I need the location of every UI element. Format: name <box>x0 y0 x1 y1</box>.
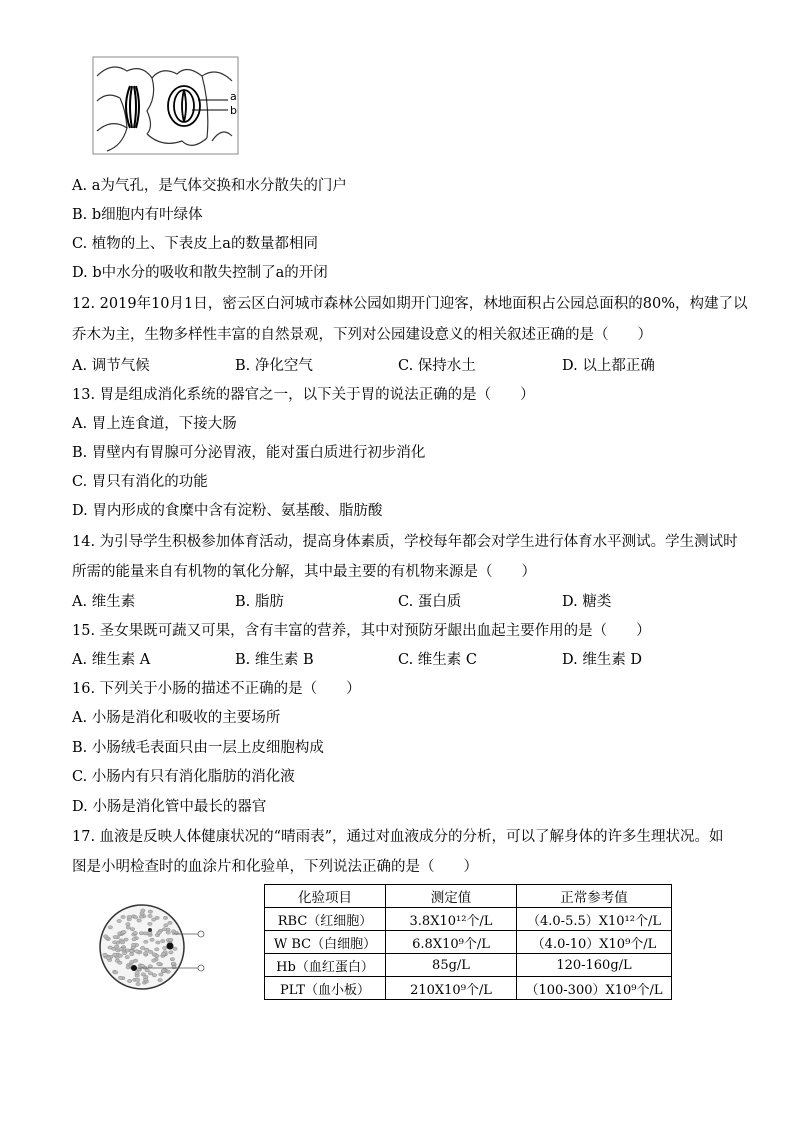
red-blood-cell <box>108 946 112 949</box>
red-blood-cell <box>140 946 144 949</box>
red-blood-cell <box>157 931 161 934</box>
table-cell: PLT（血小板） <box>265 977 386 1000</box>
red-blood-cell <box>135 950 139 953</box>
red-blood-cell <box>120 941 124 944</box>
red-blood-cell <box>139 932 143 935</box>
red-blood-cell <box>126 923 130 926</box>
red-blood-cell <box>114 971 118 974</box>
stomata-figure <box>92 56 242 156</box>
table-cell: 210X10⁹个/L <box>386 977 517 1000</box>
red-blood-cell <box>118 961 122 964</box>
red-blood-cell <box>152 918 156 921</box>
table-row <box>265 931 672 954</box>
red-blood-cell <box>129 949 133 952</box>
red-blood-cell <box>104 935 108 938</box>
red-blood-cell <box>163 916 167 919</box>
red-blood-cell <box>168 921 172 924</box>
table-cell: （100-300）X10⁹个/L <box>517 977 672 1000</box>
red-blood-cell <box>141 909 145 912</box>
q12-option-c: C. 保持水土 <box>398 358 476 374</box>
blood-smear-figure <box>98 902 210 992</box>
q13-option-c: C. 胃只有消化的功能 <box>72 474 208 490</box>
stomata-diagram <box>92 56 242 156</box>
q12-option-b: B. 净化空气 <box>235 358 313 374</box>
red-blood-cell <box>140 964 144 967</box>
red-blood-cell <box>166 931 170 934</box>
red-blood-cell <box>131 943 135 946</box>
q14-option-b: B. 脂肪 <box>235 594 284 610</box>
red-blood-cell <box>133 931 137 934</box>
red-blood-cell <box>118 976 122 979</box>
q12-option-a: A. 调节气候 <box>72 358 150 374</box>
red-blood-cell <box>148 965 152 968</box>
red-blood-cell <box>148 972 152 975</box>
table-row <box>265 954 672 977</box>
red-blood-cell <box>134 916 138 919</box>
q12-stem-line1: 12. 2019年10月1日，密云区白河城市森林公园如期开门迎客，林地面积占公园总面积的80%，构建了以 <box>72 296 748 312</box>
red-blood-cell <box>152 974 156 977</box>
red-blood-cell <box>113 953 117 956</box>
q14-option-d: D. 糖类 <box>562 594 612 610</box>
red-blood-cell <box>137 919 141 922</box>
q15-option-a: A. 维生素 A <box>72 652 151 668</box>
blood-smear-diagram <box>98 902 210 992</box>
q11-option-d: D. b中水分的吸收和散失控制了a的开闭 <box>72 265 328 281</box>
red-blood-cell <box>140 912 144 915</box>
red-blood-cell <box>135 974 139 977</box>
red-blood-cell <box>150 938 154 941</box>
red-blood-cell <box>108 926 112 929</box>
table-header-item: 化验项目 <box>265 885 386 908</box>
q13-option-b: B. 胃壁内有胃腺可分泌胃液，能对蛋白质进行初步消化 <box>72 445 426 461</box>
q14-option-a: A. 维生素 <box>72 594 136 610</box>
table-cell: Hb（血红蛋白） <box>265 954 386 977</box>
red-blood-cell <box>130 928 134 931</box>
table-row <box>265 908 672 931</box>
red-blood-cell <box>127 915 131 918</box>
red-blood-cell <box>113 941 117 944</box>
table-cell: （4.0-5.5）X10¹²个/L <box>517 908 672 931</box>
q12-stem-line2: 乔木为主，生物多样性丰富的自然景观，下列对公园建设意义的相关叙述正确的是（ ） <box>72 327 652 343</box>
red-blood-cell <box>169 938 173 941</box>
red-blood-cell <box>143 952 147 955</box>
red-blood-cell <box>106 956 110 959</box>
red-blood-cell <box>136 978 140 981</box>
q16-option-a: A. 小肠是消化和吸收的主要场所 <box>72 710 281 726</box>
red-blood-cell <box>145 948 149 951</box>
table-cell: W BC（白细胞） <box>265 931 386 954</box>
q12-option-d: D. 以上都正确 <box>562 358 655 374</box>
table-cell: 120-160g/L <box>517 954 672 977</box>
q11-option-c: C. 植物的上、下表皮上a的数量都相同 <box>72 236 318 252</box>
q13-option-d: D. 胃内形成的食糜中含有淀粉、氨基酸、脂肪酸 <box>72 503 383 519</box>
red-blood-cell <box>157 962 161 965</box>
q17-stem-line2: 图是小明检查时的血涂片和化验单，下列说法正确的是（ ） <box>72 859 478 875</box>
red-blood-cell <box>162 928 166 931</box>
table-cell: （4.0-10）X10⁹个/L <box>517 931 672 954</box>
q16-stem: 16. 下列关于小肠的描述不正确的是（ ） <box>72 681 361 697</box>
red-blood-cell <box>155 948 159 951</box>
red-blood-cell <box>161 939 165 942</box>
red-blood-cell <box>158 979 162 982</box>
red-blood-cell <box>113 936 117 939</box>
red-blood-cell <box>136 982 140 985</box>
lab-report-table <box>264 884 672 1000</box>
red-blood-cell <box>173 947 177 950</box>
red-blood-cell <box>141 973 145 976</box>
red-blood-cell <box>148 914 152 917</box>
red-blood-cell <box>144 940 148 943</box>
table-header-reference: 正常参考值 <box>517 885 672 908</box>
q15-option-b: B. 维生素 B <box>235 652 314 668</box>
red-blood-cell <box>126 926 130 929</box>
red-blood-cell <box>103 953 107 956</box>
red-blood-cell <box>163 946 167 949</box>
red-blood-cell <box>161 969 165 972</box>
red-blood-cell <box>148 922 152 925</box>
red-blood-cell <box>115 945 119 948</box>
table-row <box>265 977 672 1000</box>
q13-stem: 13. 胃是组成消化系统的器官之一，以下关于胃的说法正确的是（ ） <box>72 387 535 403</box>
red-blood-cell <box>170 958 174 961</box>
q14-option-c: C. 蛋白质 <box>398 594 462 610</box>
q11-option-a: A. a为气孔，是气体交换和水分散失的门户 <box>72 178 347 194</box>
red-blood-cell <box>161 953 165 956</box>
red-blood-cell <box>143 932 147 935</box>
red-blood-cell <box>127 979 131 982</box>
q15-option-d: D. 维生素 D <box>562 652 643 668</box>
q14-stem-line2: 所需的能量来自有机物的氧化分解，其中最主要的有机物来源是（ ） <box>72 564 536 580</box>
q15-option-c: C. 维生素 C <box>398 652 477 668</box>
red-blood-cell <box>152 953 156 956</box>
red-blood-cell <box>117 919 121 922</box>
red-blood-cell <box>169 951 173 954</box>
red-blood-cell <box>139 915 143 918</box>
q17-stem-line1: 17. 血液是反映人体健康状况的“晴雨表”，通过对血液成分的分析，可以了解身体的许多生理状况。如 <box>72 829 724 845</box>
red-blood-cell <box>133 959 137 962</box>
q16-option-b: B. 小肠绒毛表面只由一层上皮细胞构成 <box>72 740 324 756</box>
red-blood-cell <box>121 915 125 918</box>
table-cell: 6.8X10⁹个/L <box>386 931 517 954</box>
q16-option-d: D. 小肠是消化管中最长的器官 <box>72 799 267 815</box>
q15-stem: 15. 圣女果既可蔬又可果，含有丰富的营养，其中对预防牙龈出血起主要作用的是（ ） <box>72 623 651 639</box>
red-blood-cell <box>159 973 163 976</box>
red-blood-cell <box>148 910 152 913</box>
table-cell: 85g/L <box>386 954 517 977</box>
red-blood-cell <box>132 938 136 941</box>
red-blood-cell <box>125 956 129 959</box>
table-header-value: 测定值 <box>386 885 517 908</box>
red-blood-cell <box>119 948 123 951</box>
red-blood-cell <box>130 953 134 956</box>
red-blood-cell <box>124 938 128 941</box>
red-blood-cell <box>171 962 175 965</box>
table-cell: RBC（红细胞） <box>265 908 386 931</box>
q16-option-c: C. 小肠内有只有消化脂肪的消化液 <box>72 769 295 785</box>
label-a: a <box>230 90 237 103</box>
q11-option-b: B. b细胞内有叶绿体 <box>72 207 203 223</box>
q14-stem-line1: 14. 为引导学生积极参加体育活动，提高身体素质，学校每年都会对学生进行体育水平测试。学生测试时 <box>72 534 738 550</box>
q13-option-a: A. 胃上连食道，下接大肠 <box>72 416 237 432</box>
red-blood-cell <box>152 959 156 962</box>
label-b: b <box>230 104 237 117</box>
table-cell: 3.8X10¹²个/L <box>386 908 517 931</box>
red-blood-cell <box>148 950 152 953</box>
red-blood-cell <box>164 924 168 927</box>
red-blood-cell <box>125 949 129 952</box>
red-blood-cell <box>171 930 175 933</box>
table-header-row <box>265 885 672 908</box>
red-blood-cell <box>122 930 126 933</box>
red-blood-cell <box>156 941 160 944</box>
red-blood-cell <box>118 954 122 957</box>
